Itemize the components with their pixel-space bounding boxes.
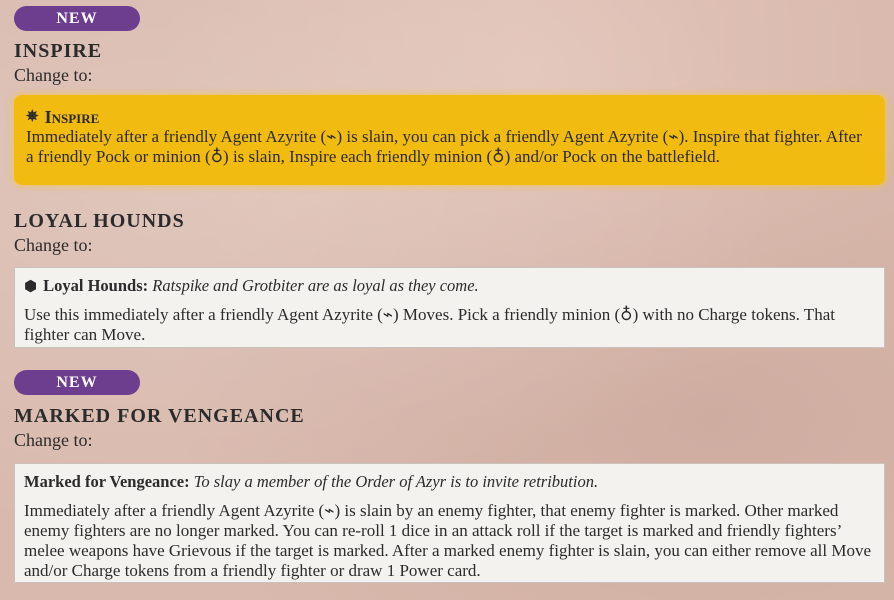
inspire-star-icon: ✵ bbox=[26, 109, 39, 125]
marked-flavor: To slay a member of the Order of Azyr is to invite retribution. bbox=[193, 472, 599, 491]
loyal-hounds-text: Use this immediately after a friendly Agent Azyrite (⌁) Moves. Pick a friendly minion (♁) with no Charge tokens. That fighter can Move. bbox=[24, 305, 835, 344]
inspire-card-title: Inspire bbox=[44, 107, 100, 127]
change-to-label: Change to: bbox=[14, 235, 93, 255]
new-badge: NEW bbox=[14, 6, 140, 31]
inspire-card bbox=[14, 95, 885, 185]
loyal-hounds-title-row bbox=[24, 276, 875, 296]
section-heading-loyal-hounds: LOYAL HOUNDS bbox=[14, 210, 185, 232]
marked-title-row bbox=[24, 472, 875, 492]
marked-title: Marked for Vengeance: bbox=[24, 472, 190, 491]
inspire-card-title-row bbox=[26, 107, 873, 127]
hex-token-icon: ⬢ bbox=[24, 279, 38, 295]
loyal-hounds-flavor: Ratspike and Grotbiter are as loyal as they come. bbox=[152, 276, 479, 295]
loyal-hounds-title: Loyal Hounds: bbox=[43, 276, 149, 295]
section-heading-inspire: INSPIRE bbox=[14, 40, 103, 62]
section-heading-marked-for-vengeance: MARKED FOR VENGEANCE bbox=[14, 405, 305, 427]
change-to-label: Change to: bbox=[14, 65, 93, 85]
marked-for-vengeance-card bbox=[14, 463, 885, 583]
inspire-card-text: Immediately after a friendly Agent Azyrite (⌁) is slain, you can pick a friendly Agent Azyrite (⌁). Inspire that fighter. After a friendly Pock or minion (♁) is slain, Inspire each friendly minion (♁) and/or Pock on the battlefield. bbox=[26, 127, 862, 166]
loyal-hounds-card bbox=[14, 267, 885, 348]
new-badge: NEW bbox=[14, 370, 140, 395]
marked-text: Immediately after a friendly Agent Azyrite (⌁) is slain by an enemy fighter, that enemy fighter is marked. Other marked enemy fighters are no longer marked. You can re-roll 1 dice in an attack roll if the target is marked and friendly fighters’ melee weapons have Grievous if the target is marked. After a marked enemy fighter is slain, you can either remove all Move and/or Charge tokens from a friendly fighter or draw 1 Power card. bbox=[24, 501, 872, 580]
change-to-label: Change to: bbox=[14, 430, 93, 450]
